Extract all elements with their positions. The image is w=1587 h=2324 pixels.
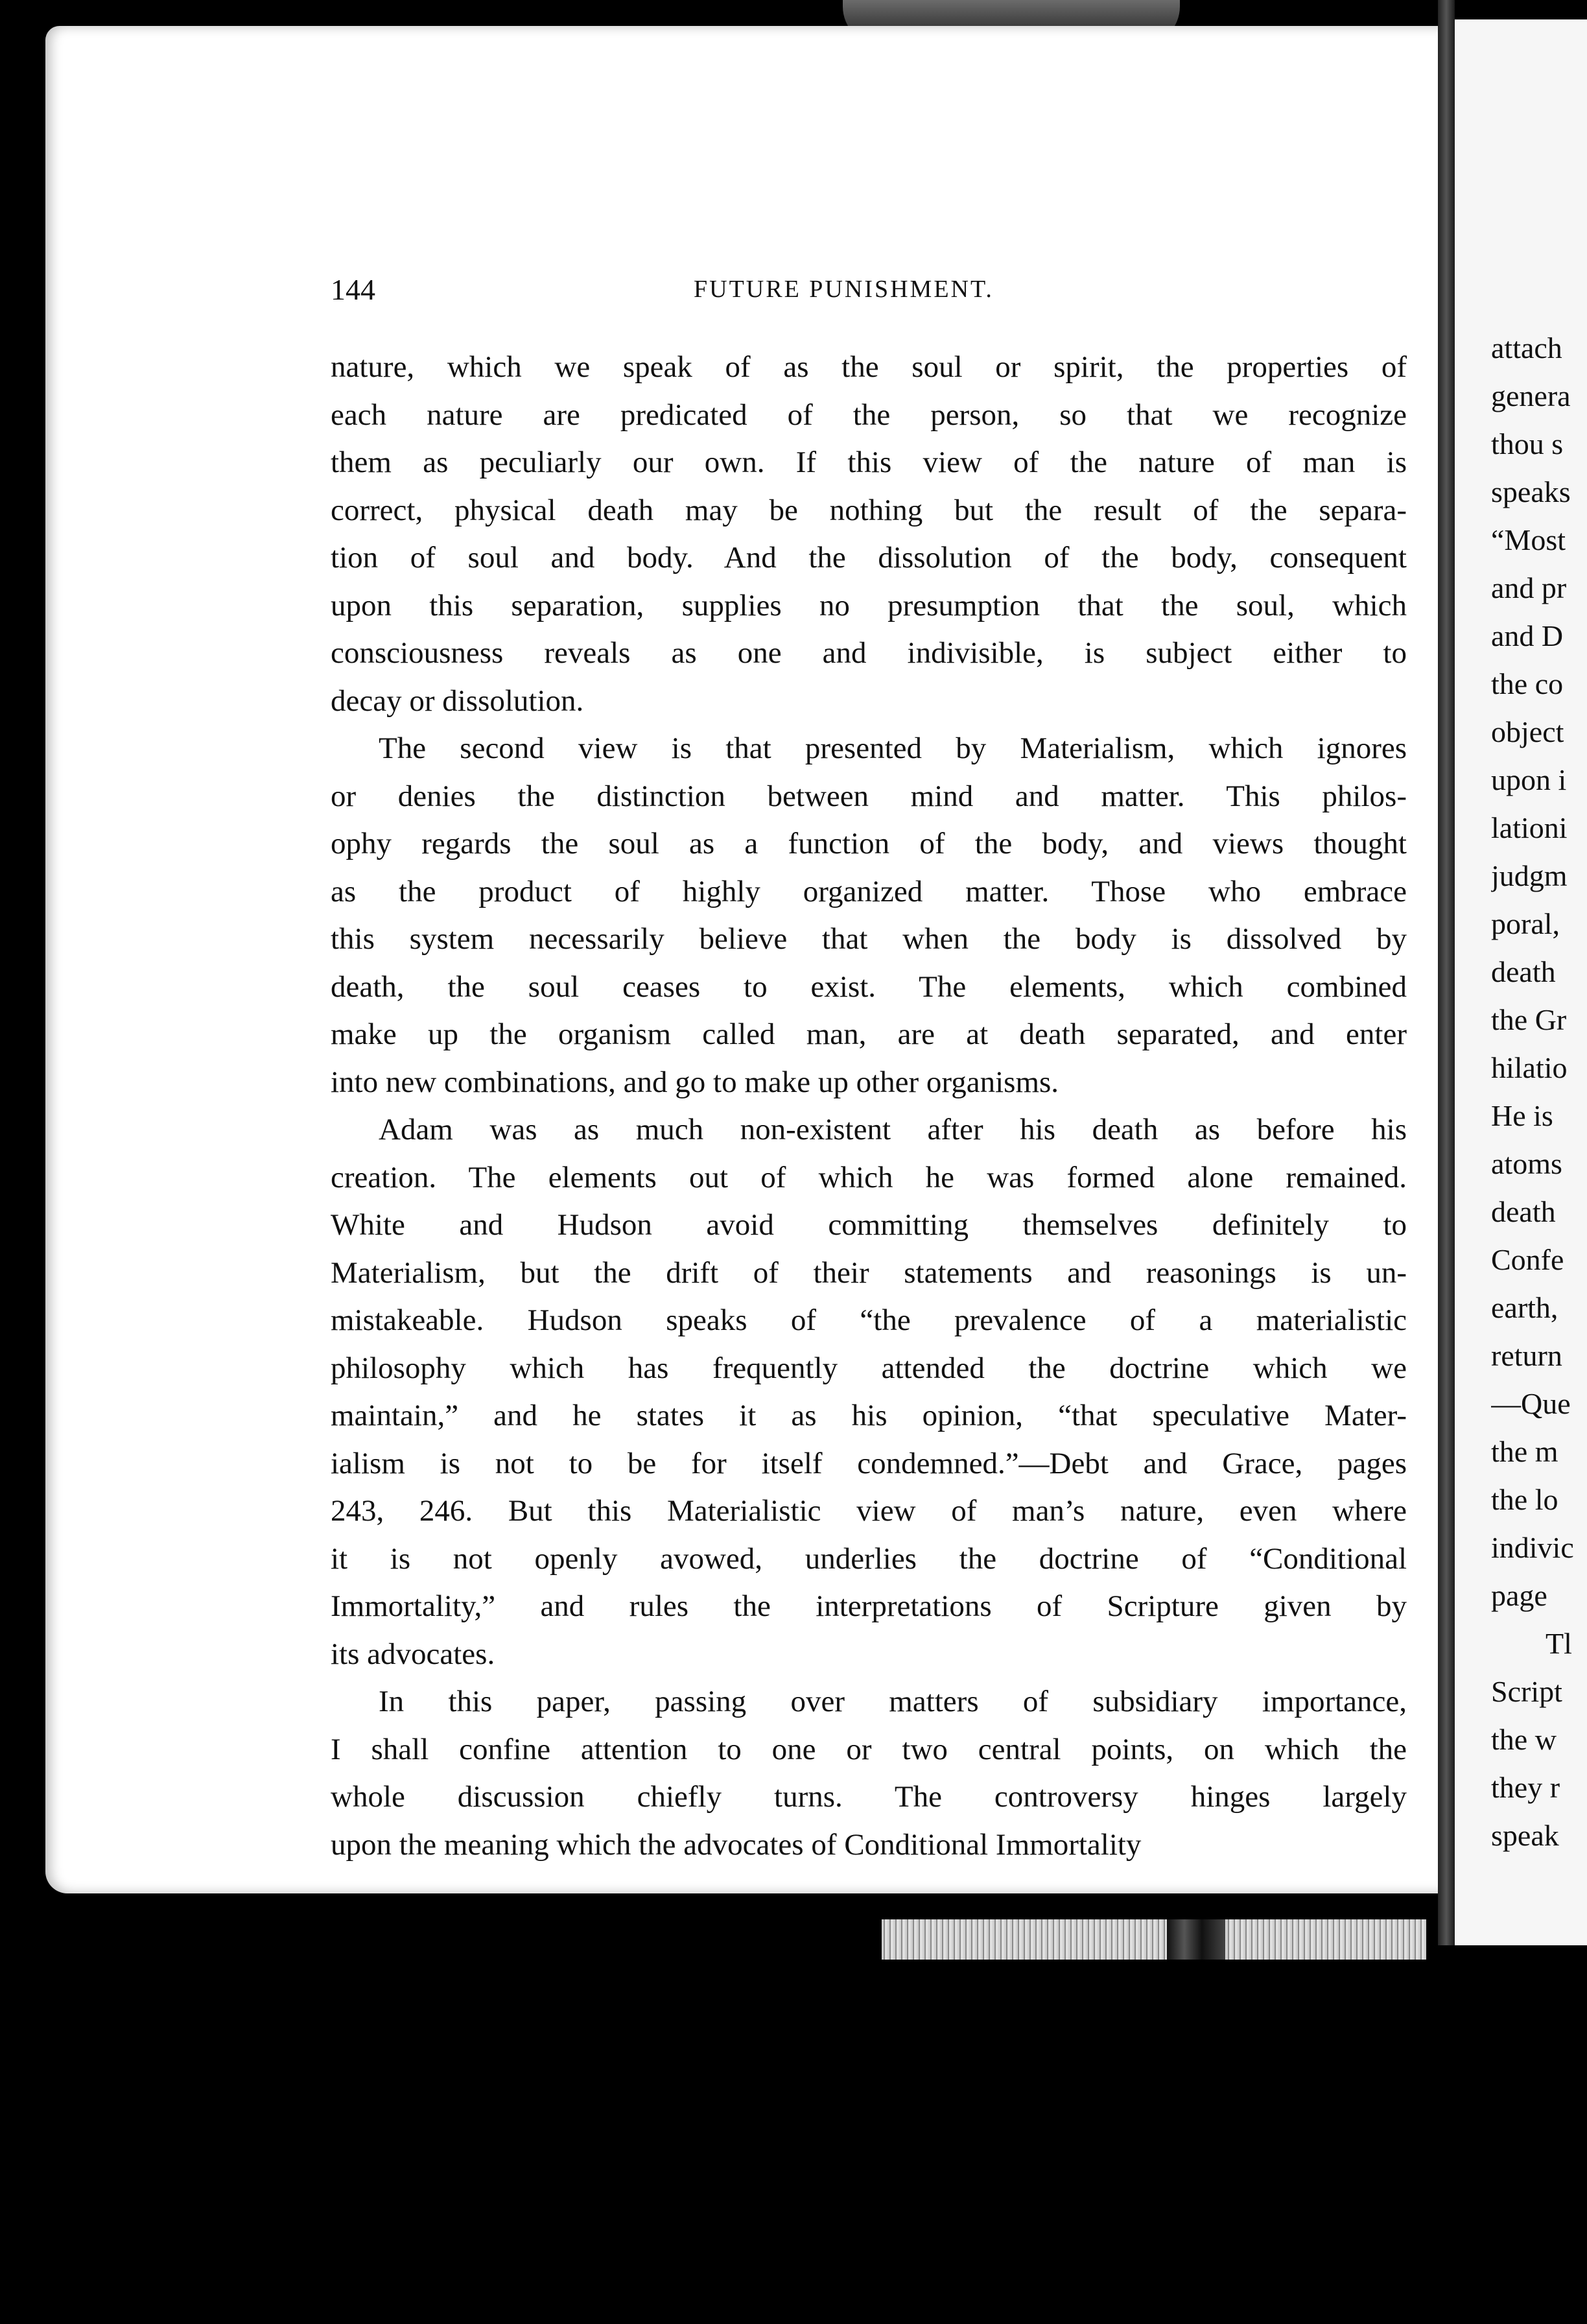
text-line: The second view is that presented by Materialism, which ignores — [379, 731, 1407, 765]
text-line: ophy regards the soul as a function of the body, and views thought — [331, 827, 1407, 860]
paragraph — [331, 1106, 1407, 1678]
facing-page-line: thou s — [1491, 427, 1564, 460]
text-line: consciousness reveals as one and indivisible, is subject either to — [331, 636, 1407, 670]
text-line: 243, 246. But this Materialistic view of man’s nature, even where — [331, 1494, 1407, 1528]
paragraph — [331, 344, 1407, 725]
binding-thread — [1167, 1919, 1225, 1960]
text-line: this system necessarily believe that when the body is dissolved by — [331, 922, 1407, 956]
page-header — [331, 272, 1420, 311]
text-line: death, the soul ceases to exist. The elements, which combined — [331, 969, 1407, 1004]
body-text — [331, 344, 1407, 1869]
text-line: decay or dissolution. — [331, 683, 584, 718]
facing-page-line: death — [1491, 955, 1556, 988]
facing-page-line: the lo — [1491, 1483, 1558, 1516]
facing-page-line: Confe — [1491, 1243, 1564, 1276]
text-line: Adam was as much non-existent after his death as before his — [379, 1113, 1407, 1146]
facing-page-line: Script — [1491, 1675, 1562, 1708]
facing-page-line: attach — [1491, 331, 1562, 364]
text-line: nature, which we speak of as the soul or spirit, the properties of — [331, 350, 1407, 384]
facing-page-line: “Most — [1491, 523, 1566, 556]
facing-page-line: object — [1491, 715, 1564, 748]
facing-page-line: upon i — [1491, 763, 1567, 796]
facing-page-line: the Gr — [1491, 1003, 1567, 1036]
facing-page-text — [1491, 324, 1587, 1860]
text-line: or denies the distinction between mind and matter. This philos- — [331, 779, 1407, 813]
facing-page-line: earth, — [1491, 1291, 1558, 1324]
facing-page-line: the m — [1491, 1435, 1558, 1468]
text-line: philosophy which has frequently attended the doctrine which we — [331, 1351, 1407, 1385]
paragraph — [331, 1678, 1407, 1869]
facing-page-line: and D — [1491, 619, 1564, 652]
text-line: make up the organism called man, are at death separated, and enter — [331, 1017, 1407, 1051]
paragraph — [331, 725, 1407, 1106]
text-line: upon the meaning which the advocates of Conditional Immortality — [331, 1827, 1142, 1862]
facing-page-line: lationi — [1491, 811, 1568, 844]
book-gutter — [1438, 0, 1455, 1945]
text-line: its advocates. — [331, 1637, 495, 1671]
text-line: each nature are predicated of the person, so that we recognize — [331, 397, 1407, 432]
text-line: White and Hudson avoid committing themselves definitely to — [331, 1208, 1407, 1242]
running-head: FUTURE PUNISHMENT. — [694, 276, 994, 303]
facing-page-line: He is — [1491, 1099, 1553, 1132]
text-line: whole discussion chiefly turns. The controversy hinges largely — [331, 1780, 1407, 1814]
text-line: maintain,” and he states it as his opinion, “that speculative Mater- — [331, 1399, 1407, 1432]
facing-page-line: return — [1491, 1339, 1562, 1372]
facing-page-line: speak — [1491, 1819, 1559, 1852]
text-line: Immortality,” and rules the interpretations of Scripture given by — [331, 1589, 1407, 1623]
text-line: them as peculiarly our own. If this view of the nature of man is — [331, 445, 1407, 479]
text-line: into new combinations, and go to make up other organisms. — [331, 1065, 1059, 1099]
facing-page-line: the co — [1491, 667, 1564, 700]
facing-page-line: genera — [1491, 379, 1571, 412]
facing-page-line: indivic — [1491, 1531, 1574, 1564]
facing-page-line: page — [1491, 1579, 1547, 1612]
text-line: it is not openly avowed, underlies the doctrine of “Conditional — [331, 1541, 1407, 1576]
facing-page-line: Tl — [1546, 1627, 1572, 1660]
facing-page-line: —Que — [1491, 1387, 1571, 1420]
text-line: I shall confine attention to one or two central points, on which the — [331, 1732, 1407, 1766]
text-line: Materialism, but the drift of their statements and reasonings is un- — [331, 1255, 1407, 1290]
facing-page-line: the w — [1491, 1723, 1557, 1756]
text-line: In this paper, passing over matters of subsidiary importance, — [379, 1685, 1407, 1718]
facing-page-line: they r — [1491, 1771, 1560, 1804]
text-line: mistakeable. Hudson speaks of “the prevalence of a materialistic — [331, 1303, 1407, 1337]
facing-page-line: hilatio — [1491, 1051, 1568, 1084]
text-line: creation. The elements out of which he was formed alone remained. — [331, 1160, 1407, 1194]
facing-page-line: and pr — [1491, 571, 1567, 604]
text-line: correct, physical death may be nothing but the result of the separa- — [331, 493, 1407, 527]
facing-page-line: judgm — [1491, 859, 1568, 892]
facing-page-line: speaks — [1491, 475, 1571, 508]
text-line: tion of soul and body. And the dissolution of the body, consequent — [331, 541, 1407, 575]
facing-page-line: atoms — [1491, 1147, 1562, 1180]
text-line: upon this separation, supplies no presumption that the soul, which — [331, 588, 1407, 622]
facing-page-line: poral, — [1491, 907, 1560, 940]
page-number: 144 — [331, 273, 375, 306]
text-line: as the product of highly organized matter. Those who embrace — [331, 874, 1407, 908]
binding-strip-bottom — [882, 1919, 1426, 1960]
text-line: ialism is not to be for itself condemned.”—Debt and Grace, pages — [331, 1446, 1407, 1480]
facing-page-line: death — [1491, 1195, 1556, 1228]
